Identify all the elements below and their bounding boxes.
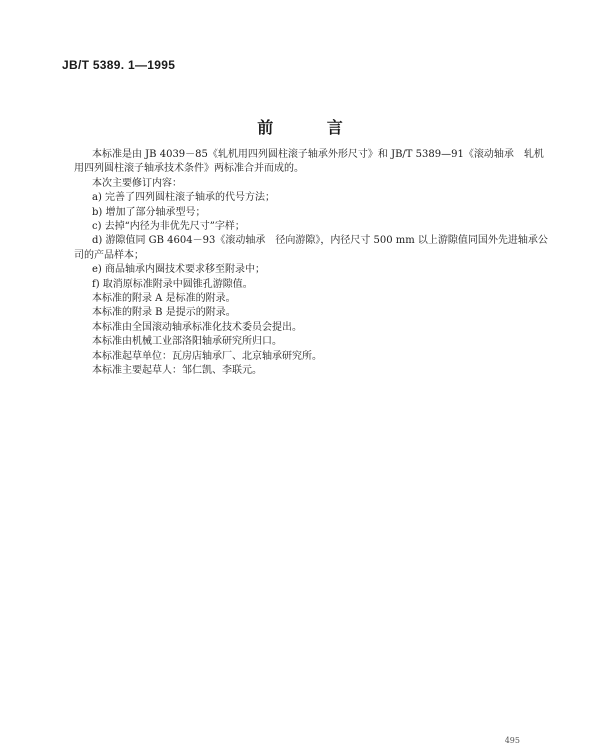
paragraph-drafting-units: 本标准起草单位：瓦房店轴承厂、北京轴承研究所。 bbox=[92, 350, 322, 362]
revision-item-c: c) 去掉“内径为非优先尺寸”字样； bbox=[92, 221, 245, 233]
page-title: 前 言 bbox=[257, 118, 367, 137]
revision-item-d: d) 游隙值同 GB 4604－93《滚动轴承 径向游隙》，内径尺寸 500 mm 以上游隙值同国外先进轴承公司的产品样本； bbox=[74, 235, 548, 261]
paragraph-proposed-by: 本标准由全国滚动轴承标准化技术委员会提出。 bbox=[92, 321, 302, 333]
paragraph-centralized-by: 本标准由机械工业部洛阳轴承研究所归口。 bbox=[92, 336, 282, 348]
foreword-body bbox=[74, 148, 552, 379]
revision-item-f: f) 取消原标准附录中圆锥孔游隙值。 bbox=[92, 278, 253, 290]
standard-code: JB/T 5389. 1—1995 bbox=[62, 58, 176, 72]
paragraph-drafters: 本标准主要起草人：邹仁凯、李联元。 bbox=[92, 365, 262, 377]
revision-item-e: e) 商品轴承内圈技术要求移至附录中； bbox=[92, 264, 265, 276]
paragraph-revision-heading: 本次主要修订内容： bbox=[92, 177, 182, 189]
revision-item-a: a) 完善了四列圆柱滚子轴承的代号方法； bbox=[92, 192, 276, 204]
paragraph-intro: 本标准是由 JB 4039－85《轧机用四列圆柱滚子轴承外形尺寸》和 JB/T 5389—91《滚动轴承 轧机用四列圆柱滚子轴承技术条件》两标准合并而成的。 bbox=[74, 149, 544, 175]
revision-item-b: b) 增加了部分轴承型号； bbox=[92, 206, 206, 218]
paragraph-appendix-b: 本标准的附录 B 是提示的附录。 bbox=[92, 307, 236, 319]
page-number: 495 bbox=[504, 736, 520, 745]
paragraph-appendix-a: 本标准的附录 A 是标准的附录。 bbox=[92, 293, 236, 305]
